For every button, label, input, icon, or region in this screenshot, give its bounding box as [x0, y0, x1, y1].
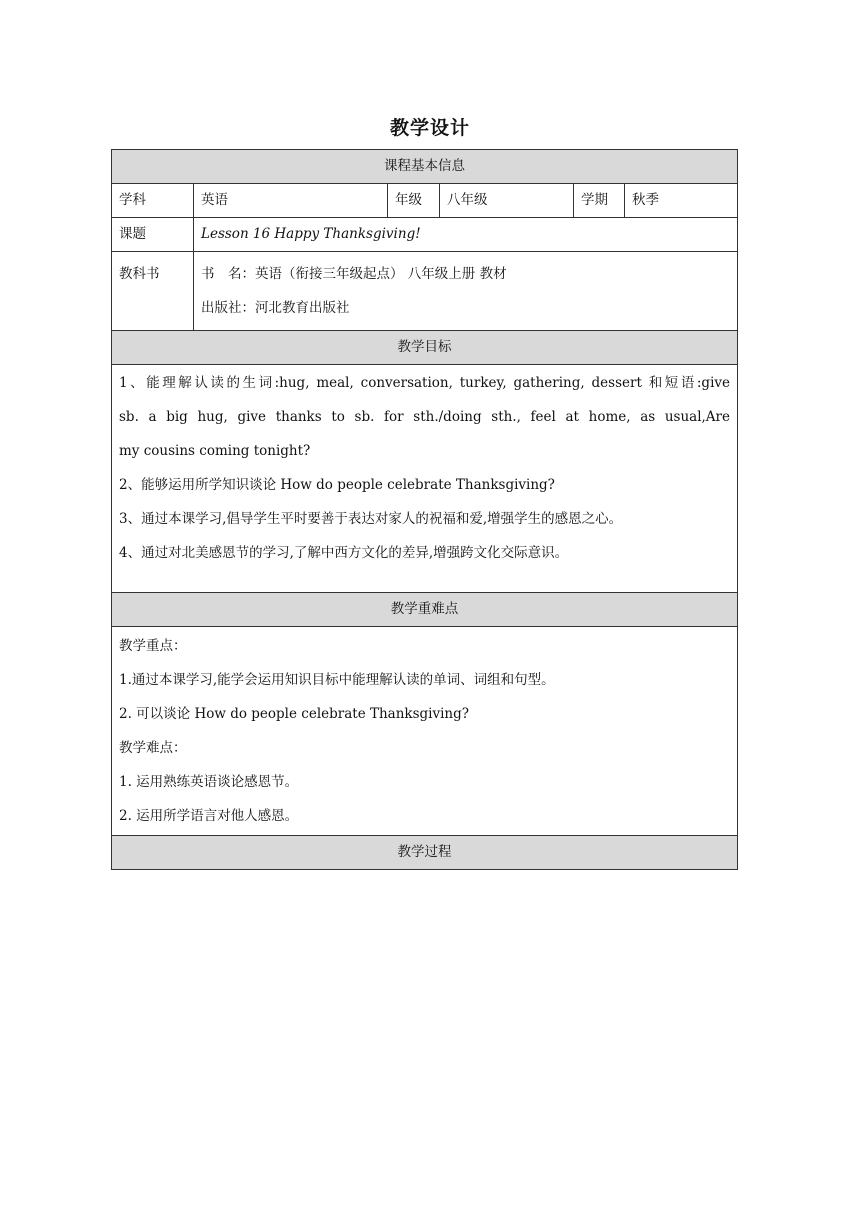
objectives-row: [112, 365, 738, 593]
basic-info-header: 课程基本信息: [112, 150, 738, 184]
objective-item-3: 3、通过本课学习,倡导学生平时要善于表达对家人的祝福和爱,增强学生的感恩之心。: [119, 511, 623, 527]
objective-item-4: 4、通过对北美感恩节的学习,了解中西方文化的差异,增强跨文化交际意识。: [119, 545, 569, 561]
subject-value: 英语: [194, 184, 388, 218]
textbook-label: 教科书: [119, 266, 160, 282]
process-header-row: [112, 836, 738, 870]
topic-label: 课题: [112, 218, 194, 252]
objective-item-1-line-1: 1、能理解认读的生词:hug, meal, conversation, turkey, gathering, dessert 和短语:give: [119, 375, 730, 391]
term-value: 秋季: [625, 184, 738, 218]
objective-item-1-line-3: my cousins coming tonight?: [119, 443, 311, 459]
lesson-design-table: [111, 149, 738, 870]
difficulty-item-1: 1. 运用熟练英语谈论感恩节。: [119, 774, 299, 790]
objective-item-2: 2、能够运用所学知识谈论 How do people celebrate Thanksgiving?: [119, 477, 555, 493]
key-points-row: [112, 627, 738, 836]
basic-info-header-row: [112, 150, 738, 184]
difficulty-label: 教学难点：: [119, 740, 187, 756]
difficulty-item-2: 2. 运用所学语言对他人感恩。: [119, 808, 299, 824]
process-header: 教学过程: [112, 836, 738, 870]
key-points-header: 教学重难点: [112, 593, 738, 627]
focus-label: 教学重点：: [119, 638, 187, 654]
objectives-header: 教学目标: [112, 331, 738, 365]
focus-item-2: 2. 可以谈论 How do people celebrate Thanksgiving?: [119, 706, 470, 722]
objective-item-1-line-2: sb. a big hug, give thanks to sb. for sth./doing sth., feel at home, as usual,Are: [119, 409, 730, 425]
focus-item-1: 1.通过本课学习,能学会运用知识目标中能理解认读的单词、词组和句型。: [119, 672, 555, 688]
key-points-cell: [112, 627, 738, 836]
term-label: 学期: [574, 184, 625, 218]
textbook-value-cell: [194, 252, 738, 331]
textbook-label-cell: [112, 252, 194, 331]
objectives-cell: [112, 365, 738, 593]
topic-row: [112, 218, 738, 252]
textbook-name: 书 名：英语（衔接三年级起点） 八年级上册 教材: [201, 266, 507, 282]
objectives-header-row: [112, 331, 738, 365]
key-points-header-row: [112, 593, 738, 627]
textbook-row: [112, 252, 738, 331]
subject-label: 学科: [112, 184, 194, 218]
grade-value: 八年级: [440, 184, 574, 218]
grade-label: 年级: [388, 184, 440, 218]
textbook-publisher: 出版社：河北教育出版社: [201, 300, 350, 316]
subject-row: [112, 184, 738, 218]
page-title: 教学设计: [389, 117, 470, 139]
topic-value: Lesson 16 Happy Thanksgiving!: [194, 218, 738, 252]
